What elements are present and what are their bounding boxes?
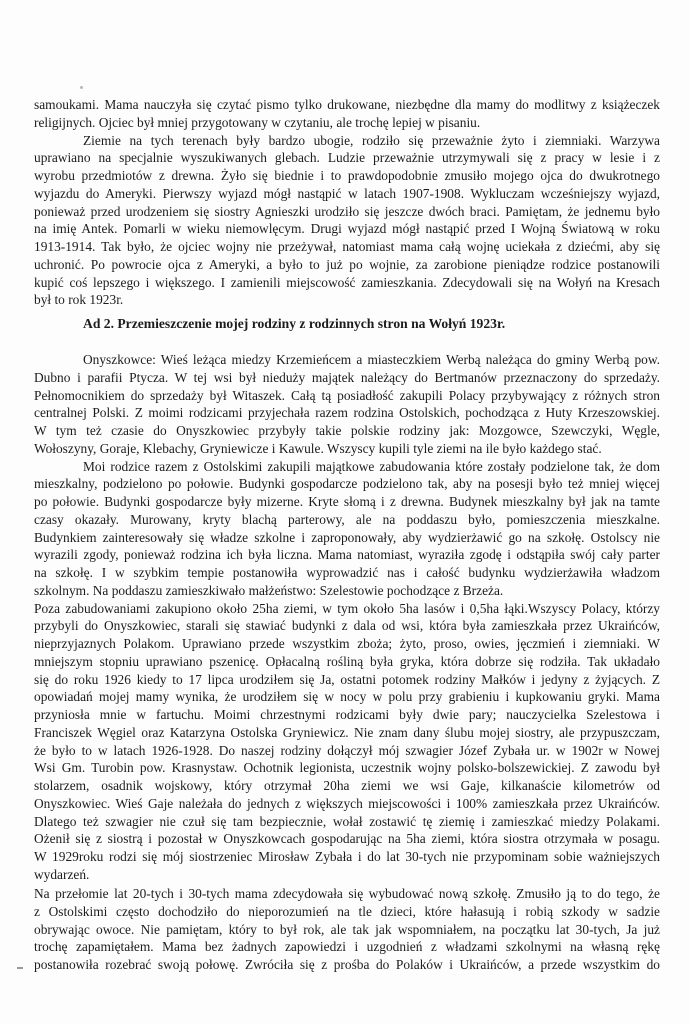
paragraph-6 bbox=[34, 885, 660, 974]
text-line: kupić coś lepszego i większego. I zamienili miejscowość zamieszkania. Zdecydowali się na Wołyń na Kresach bbox=[34, 274, 660, 290]
text-line: Na przełomie lat 20-tych i 30-tych mama zdecydowała się wybudować nową szkołę. Zmusiło ją to do tego, że bbox=[34, 886, 660, 901]
text-line: uchronić. Po powrocie ojca z Ameryki, a było to już po wojnie, za zarobione pieniądze rodzice postanowili bbox=[34, 256, 660, 272]
text-line: Onyszkowce: Wieś leżąca miedzy Krzemieńcem a miasteczkiem Werbą należąca do gminy Werbą pow. bbox=[83, 352, 660, 367]
scan-speck bbox=[80, 86, 83, 89]
text-line: Dubno i parafii Ptycza. W tej wsi był nieduży majątek należący do Bertmanów przeznaczony do sprzedaży. bbox=[34, 369, 660, 385]
paragraph-2 bbox=[34, 132, 660, 310]
text-line: Wsi Gm. Turobin pow. Krasnystaw. Ochotnik legionista, uczestnik wojny polsko-bolszewickiej. Z zawodu był bbox=[34, 760, 660, 776]
section-heading: Ad 2. Przemieszczenie mojej rodziny z rodzinnych stron na Wołyń 1923r. bbox=[83, 316, 506, 331]
text-line: wyrazili zgody, ponieważ rodzina ich była liczna. Mama natomiast, wyraziła zgodę i odstąpiła swój cały parter bbox=[34, 547, 660, 563]
text-line: po połowie. Budynki gospodarcze były mizerne. Kryte słomą i z drewna. Budynek mieszkalny był jak na tamte bbox=[34, 494, 660, 509]
text-line: stolarzem, osadnik wojskowy, który otrzymał 20ha ziemi we wsi Gaje, kilkanaście kilometrów od bbox=[34, 778, 660, 793]
text-line: centralnej Polski. Z moimi rodzicami przyjechała razem rodzina Ostolskich, pochodząca z Huty Krzeszowskiej. bbox=[34, 405, 660, 421]
text-line: się do roku 1926 kiedy to 17 lipca urodziłem się Ja, ostatni potomek rodziny Małków i jedyny z żyjących. Z bbox=[34, 671, 660, 687]
text-line: W 1929roku rodzi się mój siostrzeniec Mirosław Zybała i do lat 30-tych nie przypominam sobie ważniejszych bbox=[34, 849, 660, 864]
text-line: przyniosła mnie w fartuchu. Moimi chrzestnymi rodzicami były dwie pary; nauczycielka Szelestowa i bbox=[34, 707, 660, 722]
text-line: że było to w latach 1926-1928. Do naszej rodziny dołączył mój szwagier Józef Zybała ur. w 1902r w Nowej bbox=[34, 742, 660, 758]
text-line: Ożenił się z siostrą i pozostał w Onyszkowcach gospodarując na 5ha ziemi, która siostra otrzymała w posagu. bbox=[34, 831, 660, 847]
text-line: Franciszek Węgiel oraz Katarzyna Ostolska Gryniewicz. Nie znam dany ślubu mojej siostry, ale przypuszczam, bbox=[34, 724, 660, 740]
text-line: na szkołę. I w szybkim tempie postanowiła wyprowadzić nas i całość budynku wydzierżawiła władzom bbox=[34, 565, 660, 580]
text-line: Ziemie na tych terenach były bardzo ubogie, rodziło się przeważnie żyto i ziemniaki. Warzywa bbox=[83, 132, 660, 148]
text-line: mieszkalny, podzielono po połowie. Budynki gospodarcze podzielono tak, aby na posesji było też mniej więcej bbox=[34, 476, 660, 492]
paragraph-1 bbox=[34, 96, 660, 132]
text-line: Wołoszyny, Goraje, Klebachy, Gryniewicze i Kawule. Wszyscy kupili tyle ziemi na ile było każdego stać. bbox=[34, 440, 602, 456]
text-line: nieprzyjaznych Polakom. Uprawiano przede wszystkim zboża; żyto, proso, owies, jęczmień i ziemniaki. W bbox=[34, 636, 660, 651]
text-line: wydarzeń. bbox=[34, 866, 90, 882]
text-line: Poza zabudowaniami zakupiono około 25ha ziemi, w tym około 5ha lasów i 0,5ha łąki.Wszyscy Polacy, którzy bbox=[34, 600, 660, 616]
text-line: opowiadań mojej mamy wynika, że urodziłem się w nocy w polu przy grabieniu i kupkowaniu gryki. Mama bbox=[34, 689, 660, 705]
text-line: Pełnomocnikiem do sprzedaży był Witaszek. Całą tą posiadłość zakupili Polacy przybywający z różnych stron bbox=[34, 387, 660, 403]
text-line: postanowiła rozebrać swoją połowę. Zwróciła się z prośba do Polaków i Ukraińców, a przede wszystkim do bbox=[34, 957, 660, 972]
text-line: mniejszym stopniu uprawiano pszenicę. Opłacalną rośliną była gryka, która dobrze się rodziła. Tak układało bbox=[34, 653, 660, 669]
text-line: ponieważ przed urodzeniem się siostry Agnieszki urodziło się jeszcze dwóch braci. Pamiętam, że jednemu było bbox=[34, 203, 660, 219]
paragraph-4 bbox=[34, 458, 660, 600]
text-line: wyrobu przedmiotów z drewna. Żyło się biednie i to prawdopodobnie zmusiło mojego ojca do dwukrotnego bbox=[34, 168, 660, 183]
text-line: religijnych. Ojciec był mniej przygotowany w czytaniu, ale trochę lepiej w pisaniu. bbox=[34, 114, 481, 130]
text-line: Budynkiem zainteresowały się władze szkolne i zaproponowały, aby wydzierżawić go na szkołę. Ostolscy nie bbox=[34, 529, 660, 545]
text-line: czasy okazały. Murowany, kryty blachą parterowy, ale na poddaszu było, pomieszczenia mieszkalne. bbox=[34, 511, 660, 527]
paragraph-3 bbox=[34, 351, 660, 458]
text-line: 1913-1914. Tak było, że ojciec wojny nie przeżywał, natomiast mama całą wojnę uciekała z dziećmi, aby się bbox=[34, 239, 660, 254]
text-line: wyjazdu do Ameryki. Pierwszy wyjazd mógł nastąpić w latach 1907-1908. Wykluczam wcześniejszy wyjazd, bbox=[34, 185, 660, 201]
text-line: na imię Antek. Pomarli w wieku niemowlęcym. Drugi wyjazd mógł nastąpić przed I Wojną Światową w roku bbox=[34, 221, 660, 237]
text-line: trochę zapamiętałem. Mama bez żadnych zapowiedzi i uzgodnień z władzami szkolnymi na własną rękę bbox=[34, 939, 660, 955]
text-line: przybyli do Onyszkowiec, starali się stawiać budynki z dala od wsi, która była zamieszkała przez Ukraińców, bbox=[34, 618, 660, 634]
text-line: z Ostolskimi często dochodziło do nieporozumień na tle dzieci, które hałasują i robią szkody w sadzie bbox=[34, 903, 660, 919]
text-line: Moi rodzice razem z Ostolskimi zakupili majątkowe zabudowania które zostały podzielone tak, że dom bbox=[83, 458, 660, 474]
text-line: obrywając owoce. Nie pamiętam, który to był rok, ale tak jak wspomniałem, na początku lat 30-tych, Ja już bbox=[34, 921, 660, 937]
scan-mark bbox=[17, 967, 23, 969]
text-line: uprawiano na specjalnie wyszukiwanych glebach. Ludzie przeważnie utrzymywali się z pracy w lesie i z bbox=[34, 150, 660, 166]
text-line: W tym też czasie do Onyszkowiec przybyły takie polskie rodziny jak: Mozgowce, Szewczyki, Węgle, bbox=[34, 423, 660, 438]
text-line: szkolnym. Na poddaszu zamieszkiwało małżeństwo: Szelestowie pochodzące z Brzeża. bbox=[34, 582, 504, 598]
paragraph-5 bbox=[34, 600, 660, 884]
text-line: Onyszkowiec. Wieś Gaje należała do jednych z większych miejscowości i 100% zamieszkała przez Ukraińców. bbox=[34, 795, 660, 811]
text-line: Dlatego też szwagier nie czuł się tam bezpiecznie, wołał zostawić tę ziemię i zamieszkać miedzy Polakami. bbox=[34, 813, 660, 829]
text-line: był to rok 1923r. bbox=[34, 292, 124, 308]
text-line: samoukami. Mama nauczyła się czytać pismo tylko drukowane, niezbędne dla mamy do modlitwy z książeczek bbox=[34, 97, 660, 112]
